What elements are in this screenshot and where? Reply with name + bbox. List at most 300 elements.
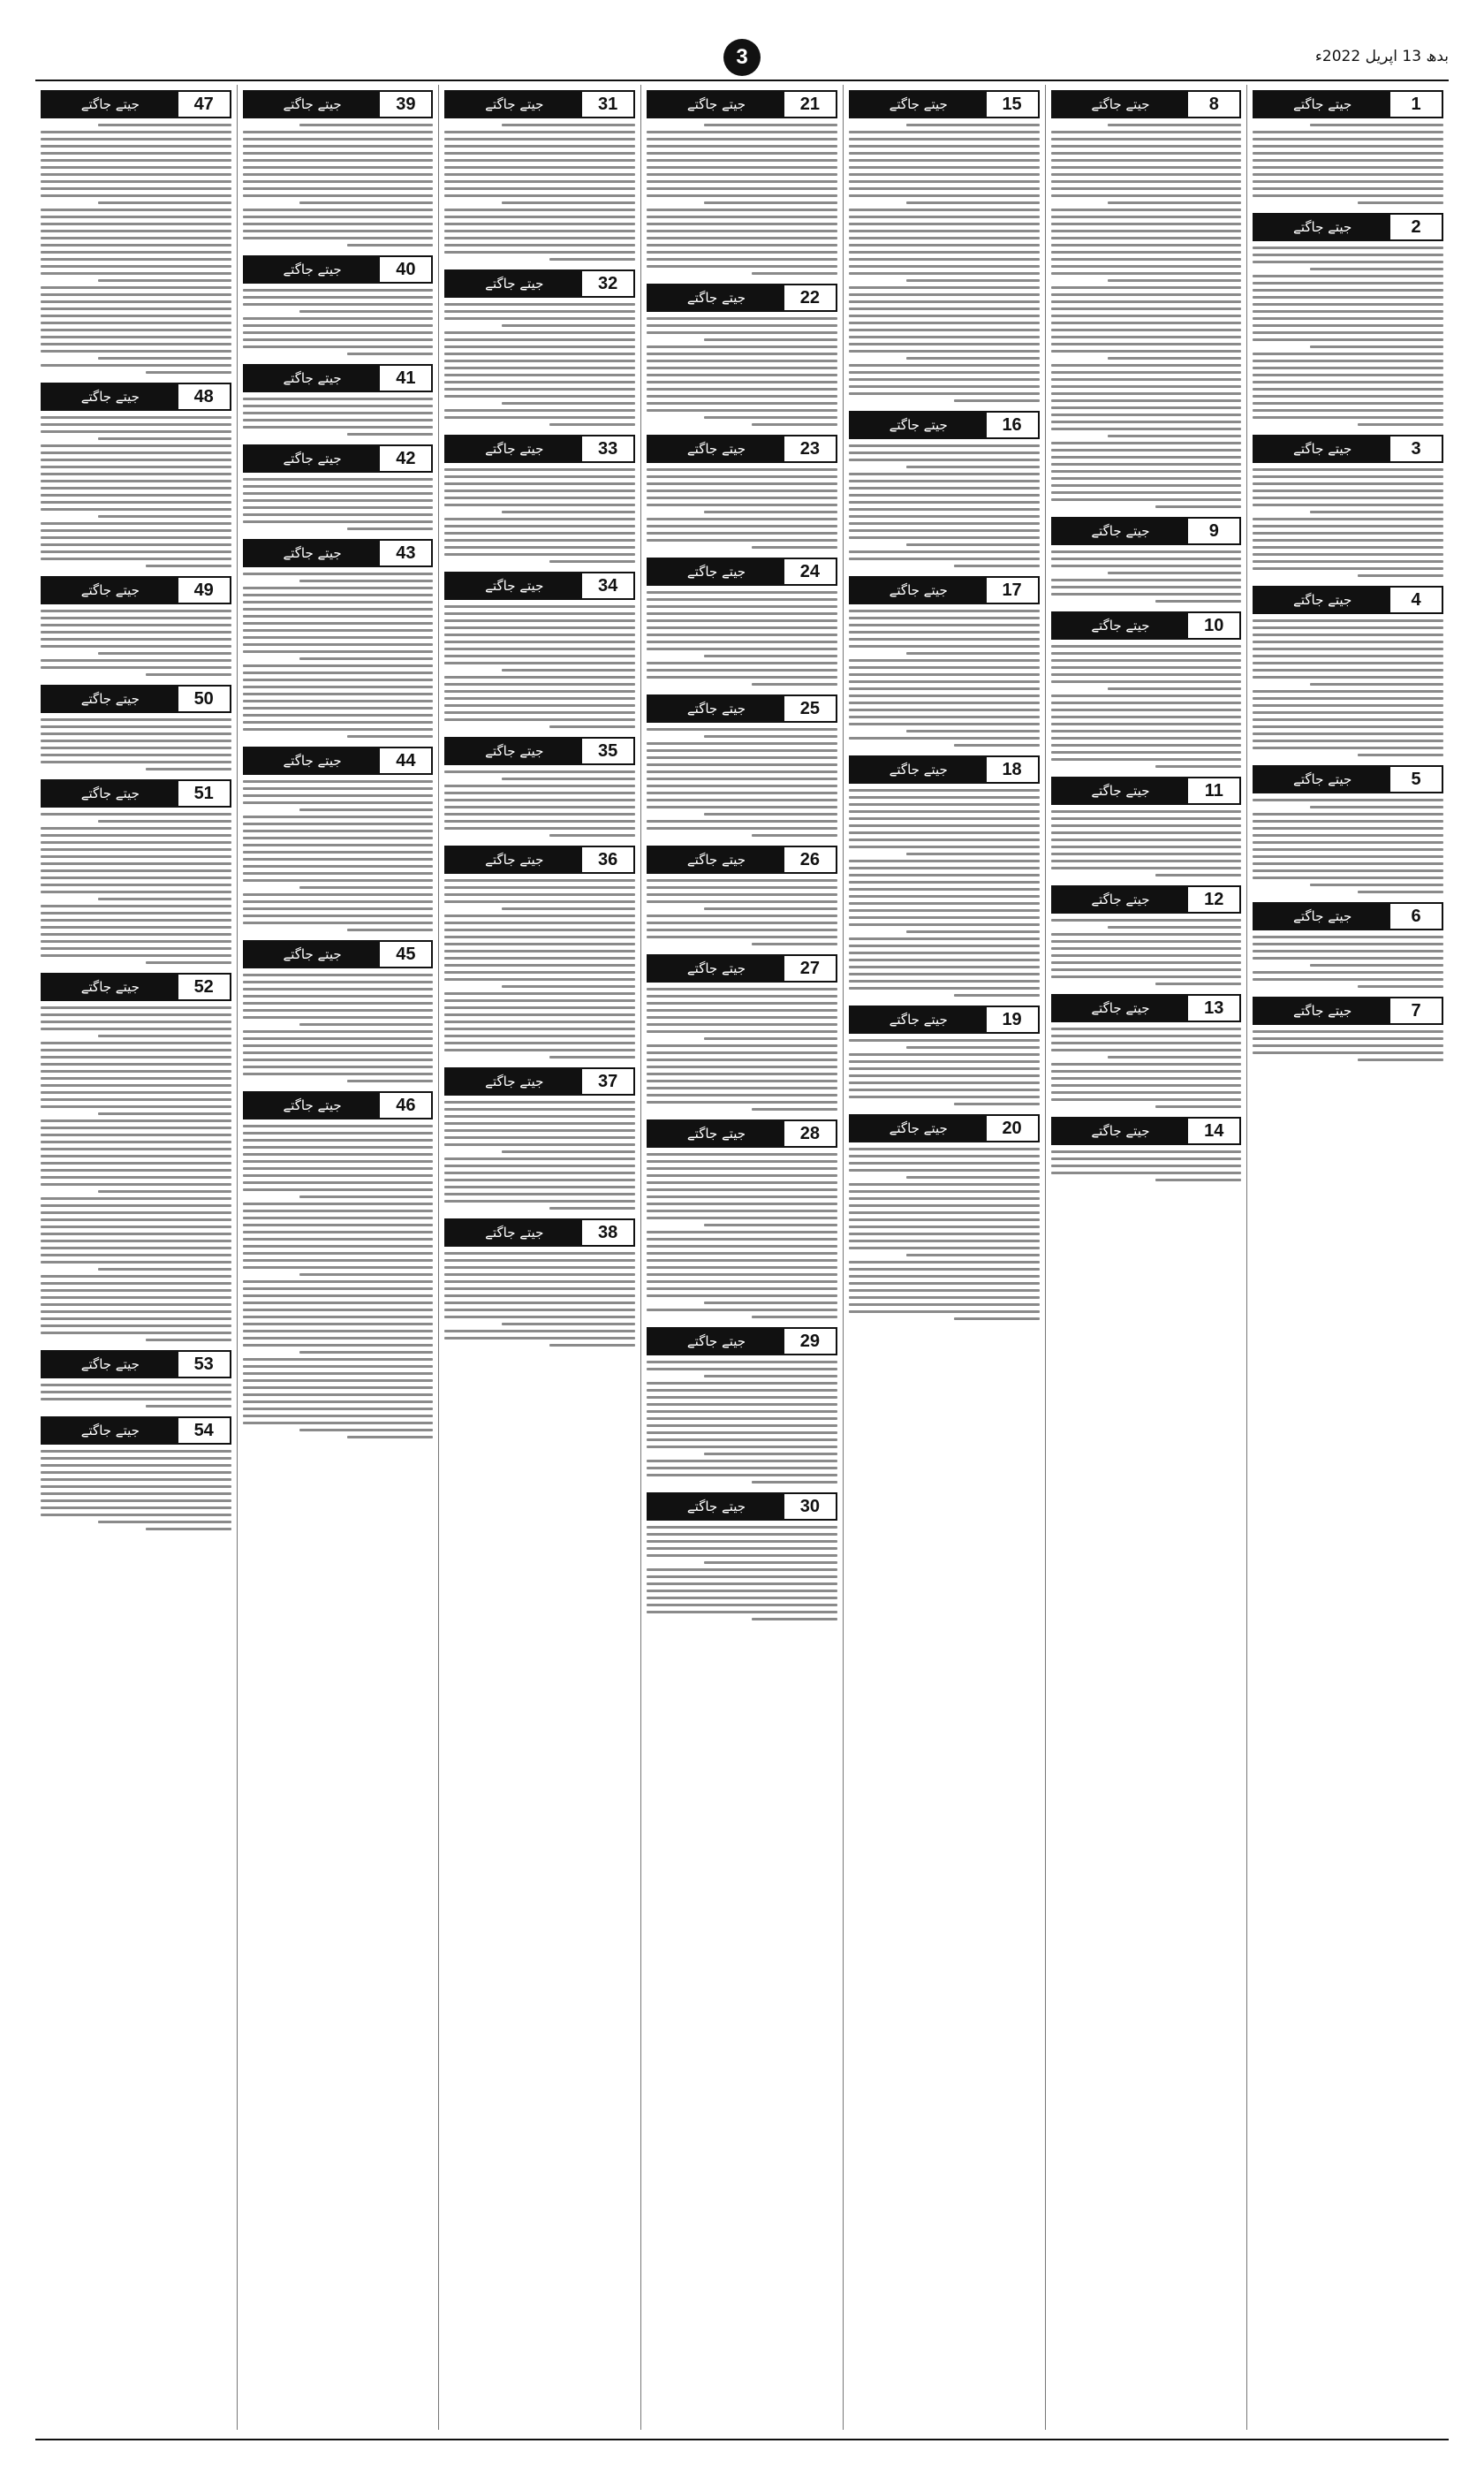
text-line <box>647 770 837 773</box>
text-line <box>1051 968 1242 971</box>
text-line <box>243 587 434 589</box>
text-line <box>704 416 837 419</box>
text-line <box>1253 1030 1443 1033</box>
news-item <box>849 1000 1040 1105</box>
item-number: 35 <box>582 739 633 763</box>
news-item <box>444 429 635 563</box>
text-line <box>444 1309 635 1311</box>
news-item <box>41 85 231 374</box>
text-line <box>243 794 434 797</box>
news-column <box>1246 85 1449 2430</box>
text-line <box>1253 532 1443 535</box>
text-line <box>849 385 1040 388</box>
text-line <box>444 1028 635 1030</box>
text-line <box>647 131 837 133</box>
text-line <box>647 1059 837 1061</box>
text-line <box>849 494 1040 497</box>
text-line <box>704 338 837 341</box>
text-line <box>849 1053 1040 1056</box>
text-line <box>41 1056 231 1059</box>
text-line <box>41 912 231 914</box>
item-heading-box <box>243 539 434 567</box>
item-body-text <box>1253 934 1443 988</box>
text-line <box>41 855 231 858</box>
text-line <box>1253 725 1443 728</box>
text-line <box>444 1129 635 1132</box>
item-label: جیتے جاگتے <box>446 573 582 598</box>
item-label: جیتے جاگتے <box>245 748 381 773</box>
text-line <box>41 550 231 553</box>
news-item <box>849 571 1040 747</box>
text-line <box>647 1023 837 1026</box>
text-line <box>1253 1037 1443 1040</box>
item-label: جیتے جاگتے <box>648 436 784 461</box>
text-line <box>849 1169 1040 1172</box>
text-line <box>647 1590 837 1592</box>
text-line <box>1051 399 1242 402</box>
text-line <box>41 209 231 211</box>
text-line <box>41 459 231 461</box>
text-line <box>1051 919 1242 922</box>
text-line <box>1253 567 1443 570</box>
text-line <box>849 874 1040 877</box>
text-line <box>1253 409 1443 412</box>
item-number: 39 <box>380 92 431 117</box>
text-line <box>954 399 1040 402</box>
text-line <box>647 1080 837 1082</box>
text-line <box>347 735 433 738</box>
news-item <box>444 85 635 261</box>
text-line <box>1253 338 1443 341</box>
text-line <box>647 1533 837 1536</box>
text-line <box>1051 470 1242 473</box>
text-line <box>41 1398 231 1400</box>
text-line <box>243 1059 434 1061</box>
text-line <box>444 634 635 636</box>
text-line <box>647 626 837 629</box>
text-line <box>849 459 1040 461</box>
item-number: 18 <box>987 757 1038 782</box>
page-number: 3 <box>723 39 761 76</box>
text-line <box>243 194 434 197</box>
text-line <box>1253 525 1443 527</box>
text-line <box>849 322 1040 324</box>
item-body-text <box>647 589 837 686</box>
text-line <box>98 124 231 126</box>
text-line <box>1155 874 1241 877</box>
text-line <box>243 331 434 334</box>
text-line <box>444 367 635 369</box>
text-line <box>849 860 1040 862</box>
text-line <box>849 159 1040 162</box>
text-line <box>41 1218 231 1221</box>
text-line <box>647 518 837 520</box>
text-line <box>647 1030 837 1033</box>
text-line <box>444 662 635 664</box>
text-line <box>647 353 837 355</box>
item-number: 44 <box>380 748 431 773</box>
item-body-text <box>1051 1149 1242 1181</box>
text-line <box>444 1157 635 1160</box>
text-line <box>243 608 434 611</box>
text-line <box>41 834 231 837</box>
text-line <box>1253 704 1443 707</box>
item-body-text <box>647 877 837 945</box>
text-line <box>1253 402 1443 405</box>
news-item <box>1253 897 1443 988</box>
item-body-text <box>444 1099 635 1210</box>
text-line <box>647 402 837 405</box>
text-line <box>849 1289 1040 1292</box>
text-line <box>444 914 635 917</box>
text-line <box>243 1316 434 1318</box>
text-line <box>549 1056 635 1059</box>
item-number: 31 <box>582 92 633 117</box>
text-line <box>243 1330 434 1332</box>
text-line <box>243 1066 434 1068</box>
text-line <box>243 499 434 502</box>
text-line <box>849 315 1040 317</box>
text-line <box>444 1294 635 1297</box>
text-line <box>243 1344 434 1347</box>
text-line <box>1253 655 1443 657</box>
item-number: 5 <box>1390 767 1442 792</box>
text-line <box>647 331 837 334</box>
item-heading-box <box>444 737 635 765</box>
text-line <box>41 926 231 929</box>
item-label: جیتے جاگتے <box>42 975 178 999</box>
text-line <box>1310 806 1443 808</box>
text-line <box>243 1188 434 1191</box>
text-line <box>647 244 837 247</box>
text-line <box>1051 414 1242 416</box>
text-line <box>41 536 231 539</box>
text-line <box>906 124 1040 126</box>
text-line <box>243 1400 434 1403</box>
news-item <box>243 935 434 1082</box>
news-item <box>647 840 837 945</box>
item-number: 2 <box>1390 215 1442 239</box>
text-line <box>347 244 433 247</box>
text-line <box>1253 634 1443 636</box>
text-line <box>849 624 1040 626</box>
text-line <box>444 1006 635 1009</box>
text-line <box>41 1384 231 1386</box>
text-line <box>243 1153 434 1156</box>
item-body-text <box>243 396 434 436</box>
text-line <box>647 1547 837 1550</box>
text-line <box>849 501 1040 504</box>
text-line <box>41 1317 231 1320</box>
text-line <box>647 1294 837 1297</box>
text-line <box>849 187 1040 190</box>
text-line <box>849 307 1040 310</box>
text-line <box>41 272 231 275</box>
text-line <box>1253 711 1443 714</box>
text-line <box>41 1127 231 1129</box>
item-label: جیتے جاگتے <box>851 92 987 117</box>
text-line <box>849 180 1040 183</box>
text-line <box>704 1224 837 1226</box>
text-line <box>444 1193 635 1195</box>
text-line <box>243 1309 434 1311</box>
text-line <box>41 1098 231 1101</box>
text-line <box>444 230 635 232</box>
text-line <box>1253 841 1443 844</box>
item-heading-box <box>243 1091 434 1119</box>
text-line <box>41 1261 231 1264</box>
text-line <box>1253 152 1443 155</box>
text-line <box>243 686 434 688</box>
text-line <box>849 1211 1040 1214</box>
text-line <box>1253 560 1443 563</box>
text-line <box>1051 751 1242 754</box>
text-line <box>1310 884 1443 886</box>
text-line <box>41 223 231 225</box>
text-line <box>1051 593 1242 596</box>
text-line <box>752 1316 837 1318</box>
item-number: 13 <box>1188 996 1239 1021</box>
item-body-text <box>444 877 635 1059</box>
text-line <box>502 907 635 910</box>
news-item <box>647 689 837 837</box>
text-line <box>849 138 1040 140</box>
text-line <box>1051 954 1242 957</box>
text-line <box>299 310 433 313</box>
text-line <box>444 388 635 391</box>
item-body-text <box>444 467 635 563</box>
text-line <box>41 1391 231 1393</box>
text-line <box>502 778 635 780</box>
item-number: 34 <box>582 573 633 598</box>
news-item <box>41 377 231 567</box>
text-line <box>647 756 837 759</box>
text-line <box>444 785 635 787</box>
item-label: جیتے جاگتے <box>1053 1119 1189 1143</box>
item-number: 33 <box>582 436 633 461</box>
text-line <box>1253 936 1443 938</box>
text-line <box>1253 317 1443 320</box>
item-label: جیتے جاگتے <box>1254 215 1390 239</box>
text-line <box>41 1303 231 1306</box>
text-line <box>243 721 434 724</box>
text-line <box>1253 978 1443 981</box>
text-line <box>444 159 635 162</box>
text-line <box>1051 550 1242 553</box>
text-line <box>647 995 837 998</box>
item-number: 29 <box>784 1329 836 1354</box>
text-line <box>849 638 1040 641</box>
text-line <box>647 648 837 650</box>
item-heading-box <box>647 1492 837 1521</box>
news-item <box>41 774 231 964</box>
text-line <box>849 959 1040 961</box>
text-line <box>41 1162 231 1165</box>
item-heading-box <box>647 284 837 312</box>
news-item <box>647 278 837 426</box>
text-line <box>1051 853 1242 855</box>
text-line <box>1051 947 1242 950</box>
text-line <box>849 286 1040 289</box>
text-line <box>41 1457 231 1460</box>
text-line <box>647 1417 837 1420</box>
text-line <box>98 515 231 518</box>
text-line <box>299 657 433 660</box>
text-line <box>1051 961 1242 964</box>
text-line <box>41 1169 231 1172</box>
text-line <box>1253 641 1443 643</box>
item-number: 19 <box>987 1007 1038 1032</box>
text-line <box>954 565 1040 567</box>
text-line <box>243 398 434 400</box>
text-line <box>444 374 635 376</box>
text-line <box>647 209 837 211</box>
news-item <box>444 264 635 426</box>
text-line <box>647 820 837 823</box>
text-line <box>647 1245 837 1248</box>
text-line <box>243 1002 434 1005</box>
text-line <box>704 655 837 657</box>
text-line <box>243 1287 434 1290</box>
text-line <box>243 1422 434 1424</box>
page-footer-rule <box>35 2439 1449 2440</box>
text-line <box>1051 209 1242 211</box>
text-line <box>752 1481 837 1484</box>
text-line <box>1051 421 1242 423</box>
text-line <box>444 1108 635 1111</box>
text-line <box>1051 723 1242 725</box>
news-item <box>41 1345 231 1408</box>
text-line <box>243 1210 434 1212</box>
item-number: 53 <box>178 1352 230 1377</box>
text-line <box>444 381 635 383</box>
item-number: 10 <box>1188 613 1239 638</box>
text-line <box>647 1403 837 1406</box>
item-heading-box <box>243 444 434 473</box>
item-number: 21 <box>784 92 836 117</box>
text-line <box>1051 329 1242 331</box>
text-line <box>1051 286 1242 289</box>
text-line <box>41 1197 231 1200</box>
item-body-text <box>647 726 837 837</box>
text-line <box>1051 265 1242 268</box>
text-line <box>849 1183 1040 1186</box>
item-body-text <box>1051 643 1242 768</box>
text-line <box>906 279 1040 282</box>
text-line <box>98 652 231 655</box>
text-line <box>41 1275 231 1278</box>
text-line <box>243 900 434 903</box>
news-item <box>647 552 837 686</box>
text-line <box>444 173 635 176</box>
text-line <box>906 543 1040 546</box>
text-line <box>444 1259 635 1262</box>
text-line <box>647 669 837 672</box>
text-line <box>849 244 1040 247</box>
text-line <box>1253 261 1443 263</box>
item-heading-box <box>849 1006 1040 1034</box>
text-line <box>41 1021 231 1023</box>
item-number: 45 <box>380 942 431 967</box>
text-line <box>444 145 635 148</box>
text-line <box>1051 364 1242 367</box>
text-line <box>647 1217 837 1219</box>
item-body-text <box>41 1448 231 1530</box>
item-body-text <box>647 1151 837 1318</box>
item-heading-box <box>849 1114 1040 1142</box>
text-line <box>849 336 1040 338</box>
text-line <box>41 180 231 183</box>
text-line <box>502 1150 635 1153</box>
text-line <box>549 834 635 837</box>
item-body-text <box>41 811 231 964</box>
text-line <box>347 1436 433 1438</box>
text-line <box>41 1070 231 1073</box>
text-line <box>98 1268 231 1271</box>
text-line <box>647 1203 837 1205</box>
text-line <box>647 785 837 787</box>
text-line <box>1253 669 1443 672</box>
text-line <box>41 933 231 936</box>
text-line <box>444 1013 635 1016</box>
item-label: جیتے جاگتے <box>1254 436 1390 461</box>
item-number: 46 <box>380 1093 431 1118</box>
text-line <box>647 605 837 608</box>
text-line <box>41 617 231 619</box>
news-item <box>444 1062 635 1210</box>
text-line <box>444 482 635 485</box>
news-item <box>243 439 434 530</box>
text-line <box>41 138 231 140</box>
text-line <box>647 676 837 679</box>
text-line <box>704 1453 837 1455</box>
text-line <box>243 851 434 854</box>
text-line <box>849 350 1040 353</box>
text-line <box>41 1204 231 1207</box>
text-line <box>1253 518 1443 520</box>
text-line <box>243 1174 434 1177</box>
text-line <box>41 286 231 289</box>
text-line <box>444 1165 635 1167</box>
text-line <box>243 629 434 632</box>
text-line <box>849 631 1040 634</box>
text-line <box>849 515 1040 518</box>
text-line <box>906 1046 1040 1049</box>
text-line <box>1051 343 1242 345</box>
text-line <box>849 687 1040 690</box>
text-line <box>444 612 635 615</box>
text-line <box>243 728 434 731</box>
item-label: جیتے جاگتے <box>648 1494 784 1519</box>
text-line <box>647 1582 837 1585</box>
text-line <box>444 187 635 190</box>
text-line <box>1253 971 1443 974</box>
text-line <box>647 475 837 478</box>
text-line <box>41 848 231 851</box>
text-line <box>1155 1105 1241 1108</box>
text-line <box>1051 449 1242 452</box>
text-line <box>647 1568 837 1571</box>
text-line <box>906 466 1040 468</box>
text-line <box>1253 159 1443 162</box>
text-line <box>444 209 635 211</box>
text-line <box>502 511 635 513</box>
item-label: جیتے جاگتے <box>648 847 784 872</box>
text-line <box>704 1302 837 1304</box>
text-line <box>647 778 837 780</box>
text-line <box>444 497 635 499</box>
text-line <box>41 265 231 268</box>
